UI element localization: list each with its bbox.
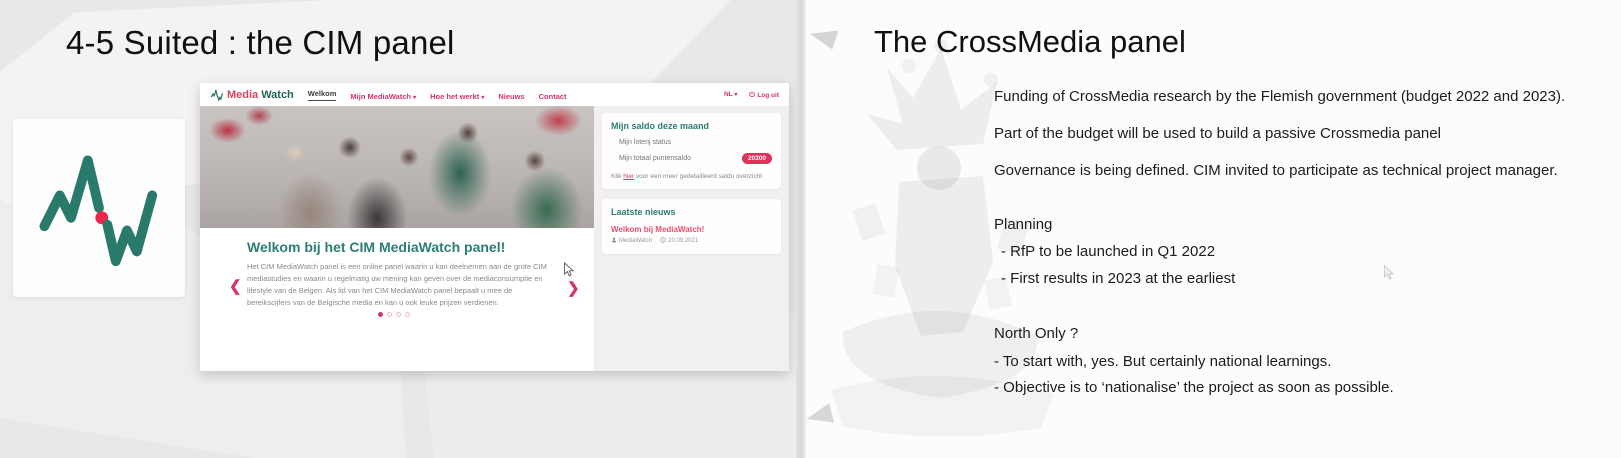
carousel-dot[interactable] [387, 312, 392, 317]
welcome-section [200, 228, 594, 309]
nav-item-hoe-het-werkt[interactable]: Hoe het werkt ▾ [430, 91, 485, 101]
carousel-next-button[interactable]: ❯ [567, 280, 580, 297]
paragraph: - First results in 2023 at the earliest [1001, 270, 1236, 288]
carousel-dot[interactable] [378, 312, 383, 317]
carousel-prev-button[interactable]: ❮ [229, 278, 242, 295]
mediawatch-logo-card [13, 119, 185, 297]
news-date: 20.09.2021 [668, 238, 699, 244]
language-selector[interactable]: NL ▾ [723, 91, 738, 98]
slide-right-title: The CrossMedia panel [874, 24, 1186, 59]
saldo-card [602, 113, 781, 189]
brand-text-media: Media [227, 88, 259, 101]
logout-button[interactable]: Log uit [749, 91, 779, 99]
paragraph: - Objective is to ‘nationalise’ the project as soon as possible. [994, 379, 1394, 396]
points-row: Mijn totaal puntensaldo 20300 [619, 153, 772, 164]
slide-right-body [994, 88, 1606, 396]
slide-right [806, 0, 1621, 458]
news-meta [611, 237, 772, 245]
chevron-down-icon: ▾ [734, 92, 738, 98]
mediawatch-logo-icon [29, 138, 169, 278]
carousel-dot[interactable] [405, 312, 410, 317]
logout-icon [749, 91, 755, 99]
paragraph: - To start with, yes. But certainly national learnings. [994, 352, 1332, 370]
mouse-cursor [563, 262, 575, 283]
news-card-title: Laatste nieuws [611, 207, 676, 217]
site-sidebar [594, 106, 789, 371]
site-nav-right [724, 91, 779, 99]
carousel-dot[interactable] [396, 312, 401, 317]
slide-divider [796, 0, 806, 458]
paragraph: Part of the budget will be used to build a passive Crossmedia panel [994, 125, 1441, 143]
saldo-card-title: Mijn saldo deze maand [611, 121, 710, 131]
slide-left-title: 4-5 Suited : the CIM panel [66, 24, 455, 61]
nav-item-mijn-mediawatch[interactable]: Mijn MediaWatch ▾ [350, 91, 417, 101]
carousel-dots [378, 312, 410, 317]
brand-text-watch: Watch [261, 88, 294, 101]
paragraph: Governance is being defined. CIM invited to participate as technical project manager. [994, 161, 1558, 179]
paragraph: Planning [994, 215, 1053, 233]
hero-photo [200, 106, 594, 228]
slide-left [0, 0, 796, 458]
author-icon [611, 237, 617, 245]
site-main-column [200, 106, 594, 371]
nav-item-nieuws[interactable]: Nieuws [498, 91, 525, 101]
site-body [200, 106, 789, 371]
news-author: MediaWatch [619, 238, 653, 244]
clock-icon [660, 237, 666, 245]
chevron-down-icon: ▾ [413, 94, 417, 101]
mouse-cursor [1383, 265, 1395, 286]
mediawatch-site-screenshot [200, 83, 789, 371]
site-nav-links [308, 89, 567, 101]
paragraph: - RfP to be launched in Q1 2022 [1001, 243, 1216, 260]
saldo-detail-link[interactable]: hier [623, 173, 635, 180]
site-navbar [200, 83, 789, 106]
welcome-title: Welkom bij het CIM MediaWatch panel! [247, 239, 506, 255]
paragraph: North Only ? [994, 324, 1079, 342]
site-brand[interactable] [210, 88, 294, 102]
nav-item-welkom[interactable]: Welkom [308, 89, 337, 101]
chevron-down-icon: ▾ [481, 94, 485, 101]
saldo-note: Klik hier voor een meer gedetailleerd saldo overzicht [611, 173, 763, 180]
news-article-link[interactable]: Welkom bij MediaWatch! [611, 225, 705, 234]
mediawatch-logo-icon [210, 88, 224, 102]
points-badge: 20300 [742, 153, 772, 164]
welcome-body: Het CIM MediaWatch panel is een online panel waarin u kan deelnemen aan de grote CIM mediastudies en waarin u regelmatig uw mening kan geven over de mediaconsumptie en lifestyle van de Belgen. Als lid van het CIM MediaWatch panel bepaalt u mee de bereikscijfers van de Belgische media en kan u ook leuke prijzen verdienen. [247, 262, 547, 307]
paragraph: Funding of CrossMedia research by the Flemish government (budget 2022 and 2023). [994, 88, 1566, 105]
news-card [602, 199, 781, 254]
lottery-status-row: Mijn loterij status [619, 139, 672, 146]
nav-item-contact[interactable]: Contact [538, 91, 567, 101]
